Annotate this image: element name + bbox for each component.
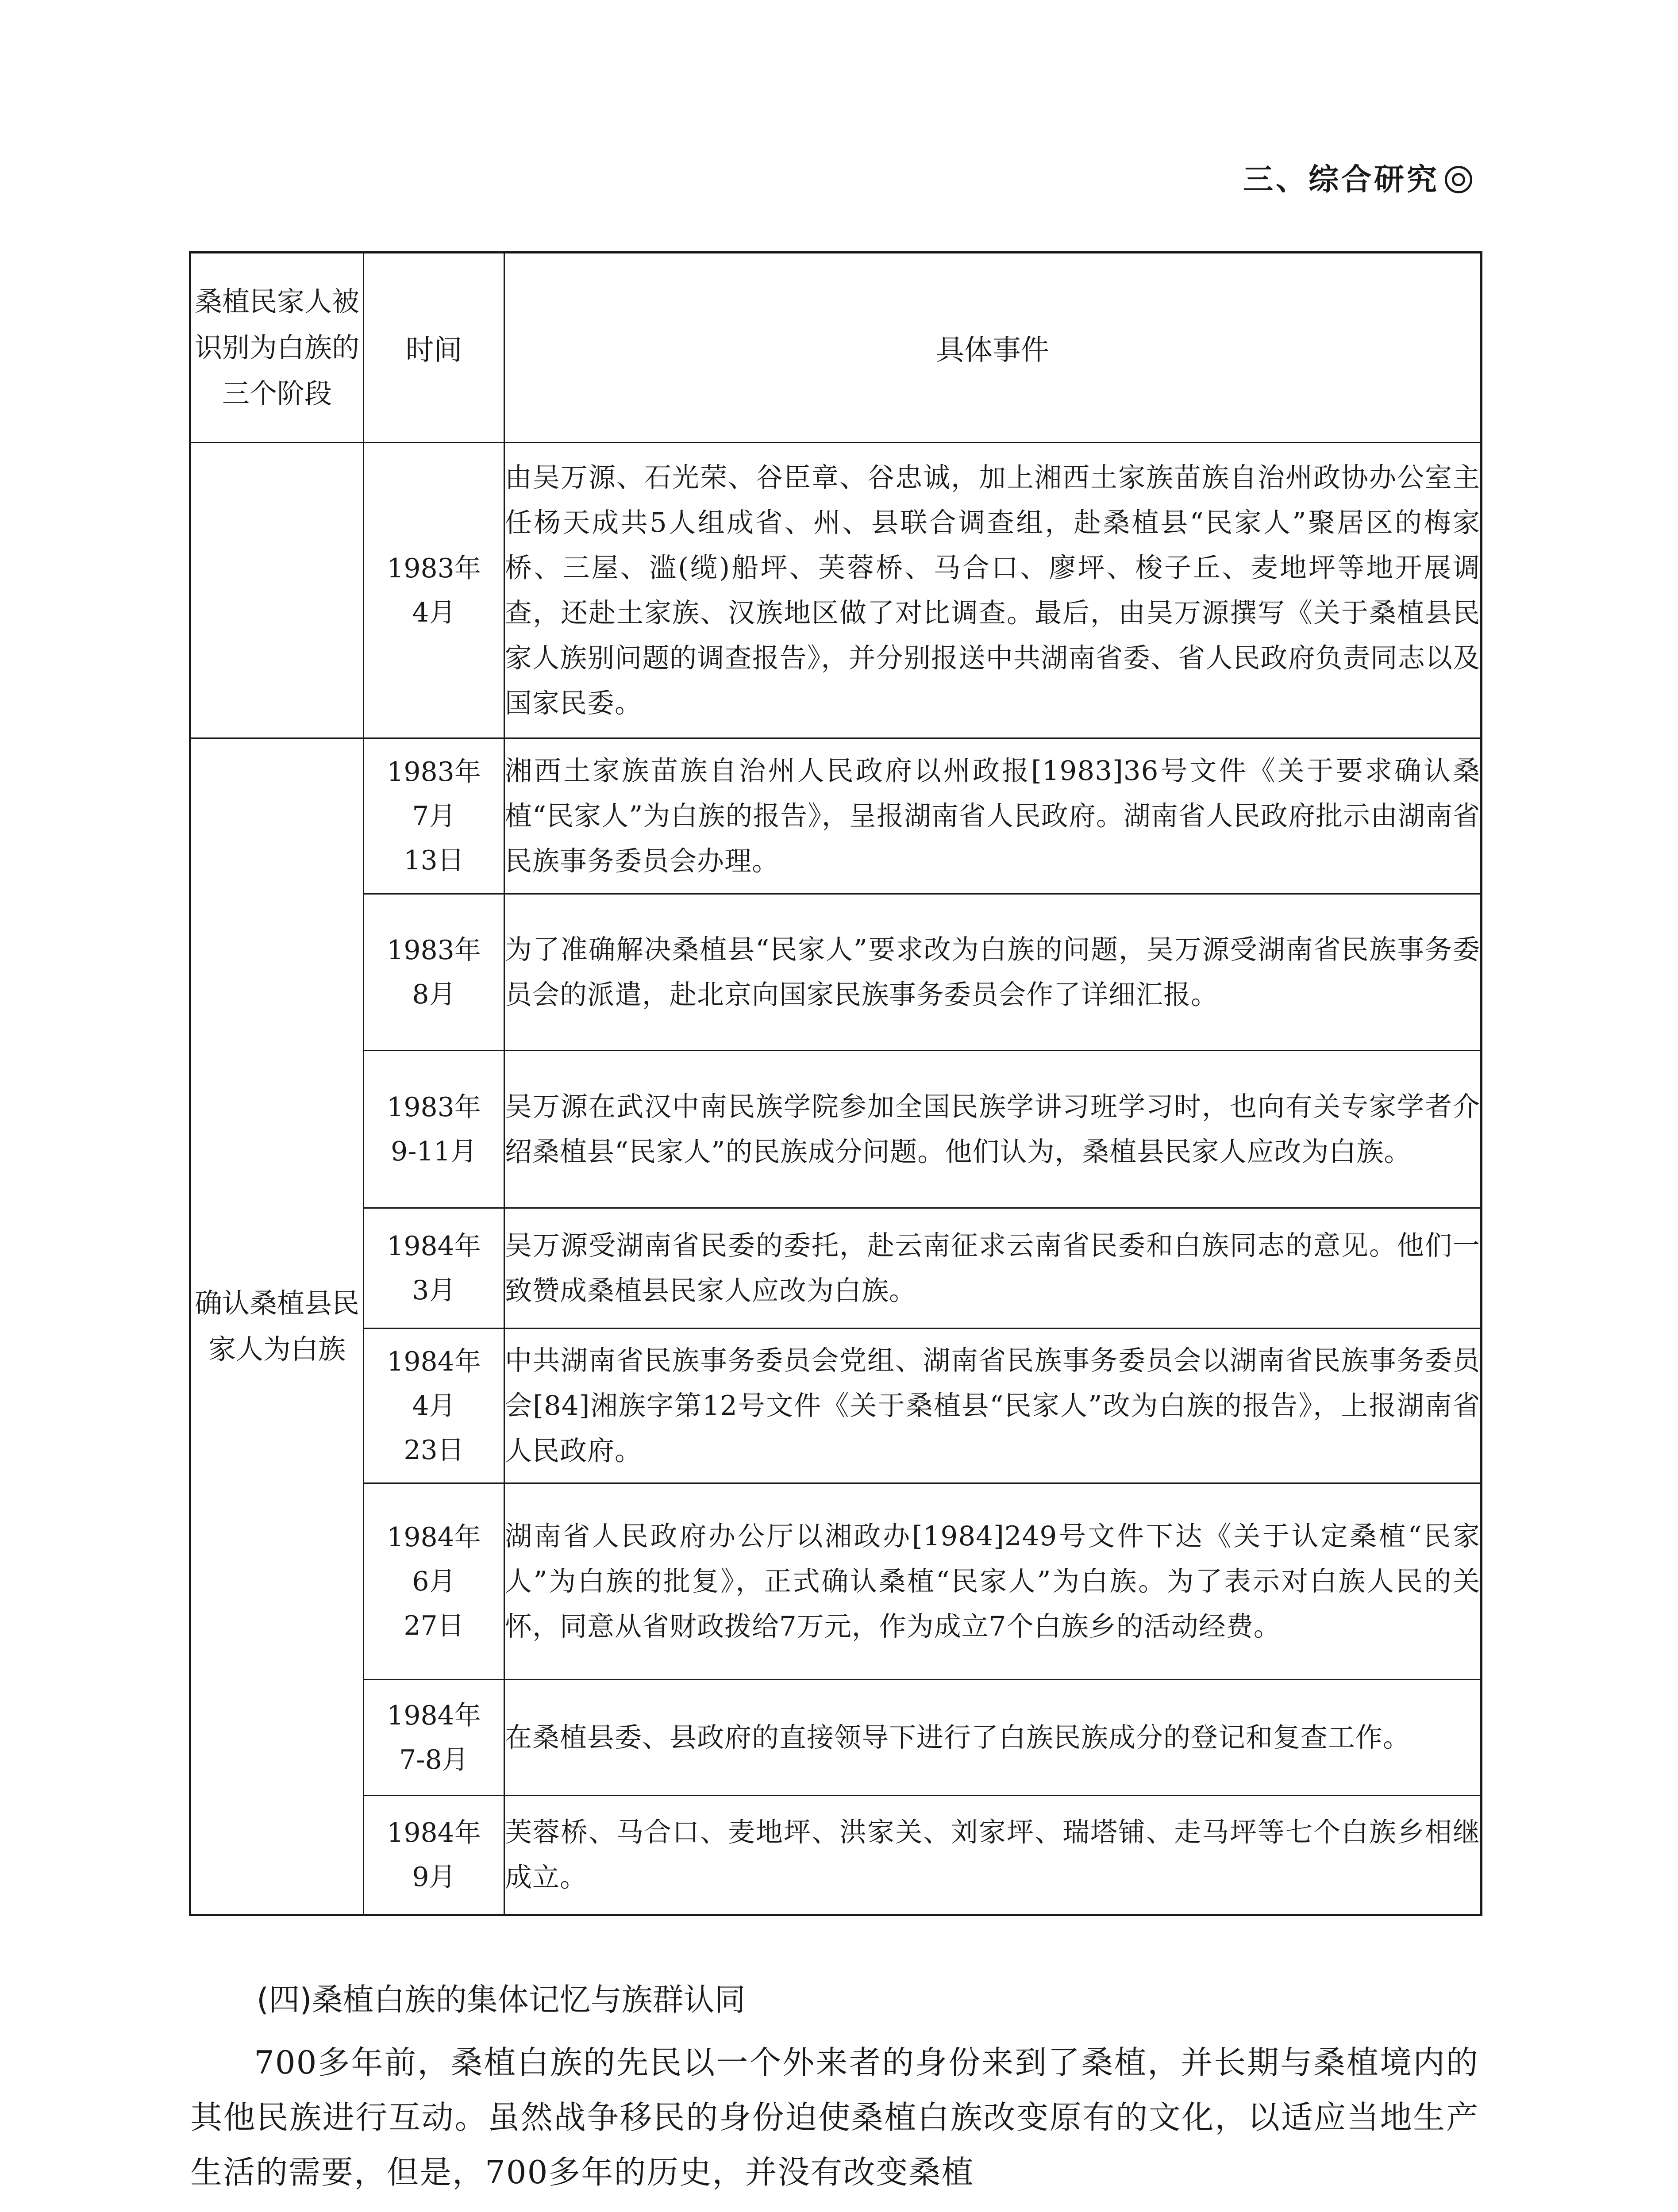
time-year: 1983年 xyxy=(387,756,481,787)
time-year: 1984年 xyxy=(387,1346,481,1377)
time-cell xyxy=(364,1796,504,1915)
header-event: 具体事件 xyxy=(504,253,1482,443)
event-cell: 在桑植县委、县政府的直接领导下进行了白族民族成分的登记和复查工作。 xyxy=(504,1680,1482,1796)
table-row xyxy=(190,443,1482,738)
table-row xyxy=(190,1208,1482,1329)
time-month: 9-11月 xyxy=(391,1136,477,1167)
events-table xyxy=(189,251,1482,1916)
body-paragraph: 700多年前，桑植白族的先民以一个外来者的身份来到了桑植，并长期与桑植境内的其他民族进行互动。虽然战争移民的身份迫使桑植白族改变原有的文化，以适应当地生产生活的需要，但是，700多年的历史，并没有改变桑植 xyxy=(190,2044,1479,2191)
time-month: 7月 xyxy=(412,800,456,832)
time-year: 1983年 xyxy=(387,553,481,584)
time-month: 4月 xyxy=(412,597,456,628)
time-month: 7-8月 xyxy=(399,1744,469,1775)
table-header-row xyxy=(190,253,1482,443)
time-year: 1983年 xyxy=(387,934,481,966)
time-cell xyxy=(364,894,504,1051)
time-year: 1984年 xyxy=(387,1521,481,1553)
table-row xyxy=(190,738,1482,894)
table-row xyxy=(190,1796,1482,1915)
time-month: 3月 xyxy=(412,1275,456,1306)
event-cell: 吴万源在武汉中南民族学院参加全国民族学讲习班学习时，也向有关专家学者介绍桑植县“民家人”的民族成分问题。他们认为，桑植县民家人应改为白族。 xyxy=(504,1051,1482,1208)
time-day: 27日 xyxy=(404,1610,464,1641)
header-stage: 桑植民家人被识别为白族的三个阶段 xyxy=(190,253,364,443)
table-row xyxy=(190,1680,1482,1796)
time-month: 8月 xyxy=(412,979,456,1010)
event-cell: 由吴万源、石光荣、谷臣章、谷忠诚，加上湘西土家族苗族自治州政协办公室主任杨天成共5人组成省、州、县联合调查组，赴桑植县“民家人”聚居区的梅家桥、三屋、滥(缆)船坪、芙蓉桥、马合口、廖坪、梭子丘、麦地坪等地开展调查，还赴土家族、汉族地区做了对比调查。最后，由吴万源撰写《关于桑植县民家人族别问题的调查报告》，并分别报送中共湖南省委、省人民政府负责同志以及国家民委。 xyxy=(504,443,1482,738)
time-cell xyxy=(364,1051,504,1208)
event-cell: 吴万源受湖南省民委的委托，赴云南征求云南省民委和白族同志的意见。他们一致赞成桑植县民家人应改为白族。 xyxy=(504,1208,1482,1329)
double-circle-icon xyxy=(1445,166,1472,193)
running-head xyxy=(1243,156,1472,199)
time-day: 13日 xyxy=(404,845,464,876)
time-year: 1984年 xyxy=(387,1700,481,1731)
table-row xyxy=(190,1329,1482,1483)
event-cell: 湖南省人民政府办公厅以湘政办[1984]249号文件下达《关于认定桑植“民家人”为白族的批复》，正式确认桑植“民家人”为白族。为了表示对白族人民的关怀，同意从省财政拨给7万元，作为成立7个白族乡的活动经费。 xyxy=(504,1483,1482,1680)
time-cell xyxy=(364,738,504,894)
time-day: 23日 xyxy=(404,1434,464,1466)
header-time: 时间 xyxy=(364,253,504,443)
event-cell: 湘西土家族苗族自治州人民政府以州政报[1983]36号文件《关于要求确认桑植“民家人”为白族的报告》，呈报湖南省人民政府。湖南省人民政府批示由湖南省民族事务委员会办理。 xyxy=(504,738,1482,894)
time-month: 4月 xyxy=(412,1390,456,1421)
table-row xyxy=(190,1051,1482,1208)
table-row xyxy=(190,894,1482,1051)
running-title: 三、综合研究 xyxy=(1243,162,1439,197)
event-cell: 中共湖南省民族事务委员会党组、湖南省民族事务委员会以湖南省民族事务委员会[84]湘族字第12号文件《关于桑植县“民家人”改为白族的报告》，上报湖南省人民政府。 xyxy=(504,1329,1482,1483)
table-row xyxy=(190,1483,1482,1680)
time-month: 9月 xyxy=(412,1862,456,1893)
event-cell: 芙蓉桥、马合口、麦地坪、洪家关、刘家坪、瑞塔铺、走马坪等七个白族乡相继成立。 xyxy=(504,1796,1482,1915)
time-cell xyxy=(364,1483,504,1680)
time-cell xyxy=(364,1208,504,1329)
time-year: 1984年 xyxy=(387,1817,481,1848)
time-cell xyxy=(364,1680,504,1796)
time-cell xyxy=(364,443,504,738)
stage-cell: 确认桑植县民家人为白族 xyxy=(190,738,364,1915)
stage-cell-empty xyxy=(190,443,364,738)
time-cell xyxy=(364,1329,504,1483)
section-heading: (四)桑植白族的集体记忆与族群认同 xyxy=(257,1982,746,2018)
event-cell: 为了准确解决桑植县“民家人”要求改为白族的问题，吴万源受湖南省民族事务委员会的派遣，赴北京向国家民族事务委员会作了详细汇报。 xyxy=(504,894,1482,1051)
time-year: 1984年 xyxy=(387,1230,481,1262)
time-month: 6月 xyxy=(412,1566,456,1597)
time-year: 1983年 xyxy=(387,1091,481,1123)
